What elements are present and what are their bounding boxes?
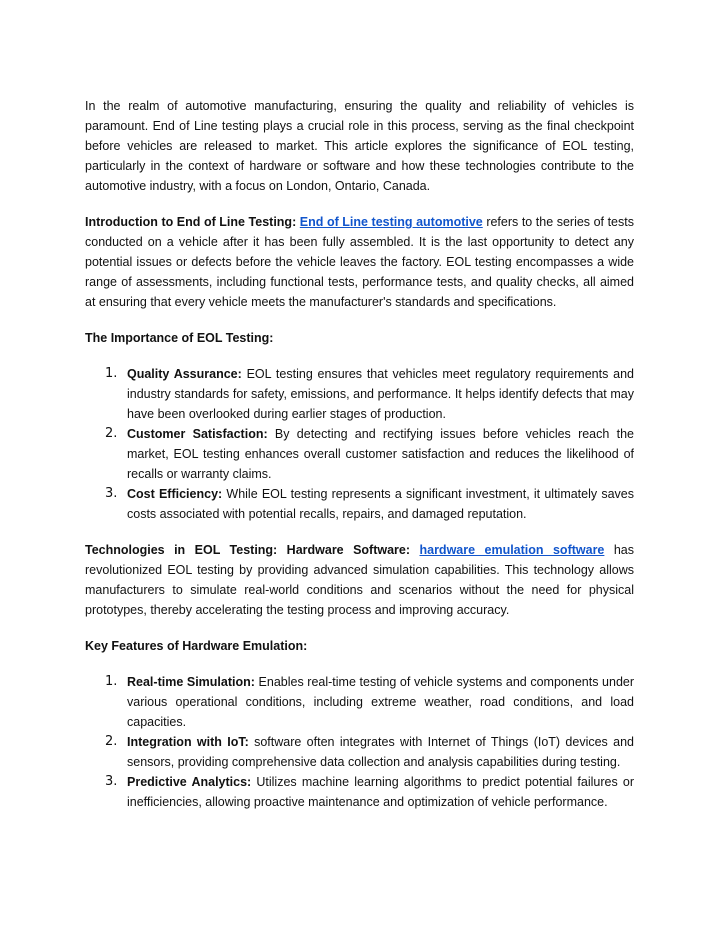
list-item-title: Cost Efficiency: — [127, 487, 223, 501]
introduction-paragraph — [85, 212, 634, 312]
importance-heading: The Importance of EOL Testing: — [85, 331, 274, 345]
list-number: 2. — [105, 734, 118, 749]
list-item-title: Quality Assurance: — [127, 367, 242, 381]
list-item — [85, 732, 634, 772]
list-item — [85, 424, 634, 484]
technologies-body: has revolutionized EOL testing by providing advanced simulation capabilities. This technology allows manufacturers to simulate real-world conditions and scenarios without the need for physical prototypes, thereby accelerating the testing process and improving accuracy. — [85, 543, 634, 617]
list-item-title: Integration with IoT: — [127, 735, 249, 749]
features-heading-paragraph — [85, 636, 634, 656]
list-item — [85, 484, 634, 524]
list-item-title: Real-time Simulation: — [127, 675, 255, 689]
list-item-text: While EOL testing represents a significant investment, it ultimately saves costs associated with potential recalls, repairs, and damaged reputation. — [127, 487, 634, 521]
list-item-title: Predictive Analytics: — [127, 775, 252, 789]
document-page — [85, 96, 634, 812]
features-heading: Key Features of Hardware Emulation: — [85, 639, 308, 653]
list-number: 3. — [105, 774, 118, 789]
list-item-text: By detecting and rectifying issues before vehicles reach the market, EOL testing enhances overall customer satisfaction and reduces the likelihood of recalls or warranty claims. — [127, 427, 634, 481]
hardware-emulation-software-link[interactable]: hardware emulation software — [419, 543, 605, 557]
list-number: 1. — [105, 366, 118, 381]
list-number: 2. — [105, 426, 118, 441]
list-item — [85, 364, 634, 424]
importance-list — [85, 364, 634, 524]
technologies-heading: Technologies in EOL Testing: Hardware Software: — [85, 543, 411, 557]
technologies-paragraph — [85, 540, 634, 620]
intro-paragraph: In the realm of automotive manufacturing, ensuring the quality and reliability of vehicles is paramount. End of Line testing plays a crucial role in this process, serving as the final checkpoint before vehicles are released to market. This article explores the significance of EOL testing, particularly in the context of hardware or software and how these technologies contribute to the automotive industry, with a focus on London, Ontario, Canada. — [85, 99, 634, 193]
list-item — [85, 772, 634, 812]
introduction-heading: Introduction to End of Line Testing: — [85, 215, 297, 229]
introduction-body: refers to the series of tests conducted on a vehicle after it has been fully assembled. It is the last opportunity to detect any potential issues or defects before the vehicle leaves the factory. EOL testing encompasses a wide range of assessments, including functional tests, performance tests, and quality checks, all aimed at ensuring that every vehicle meets the manufacturer's standards and specifications. — [85, 215, 634, 309]
list-number: 3. — [105, 486, 118, 501]
list-item-text: Utilizes machine learning algorithms to predict potential failures or inefficiencies, allowing proactive maintenance and optimization of vehicle performance. — [127, 775, 634, 809]
list-item-text: software often integrates with Internet of Things (IoT) devices and sensors, providing comprehensive data collection and analysis capabilities during testing. — [127, 735, 634, 769]
list-item-text: Enables real-time testing of vehicle systems and components under various operational conditions, including extreme weather, road conditions, and load capacities. — [127, 675, 635, 729]
list-item-text: EOL testing ensures that vehicles meet regulatory requirements and industry standards for safety, emissions, and performance. It helps identify defects that may have been overlooked during earlier stages of production. — [127, 367, 634, 421]
features-list — [85, 672, 634, 812]
list-item-title: Customer Satisfaction: — [127, 427, 268, 441]
list-item — [85, 672, 634, 732]
eol-testing-automotive-link[interactable]: End of Line testing automotive — [299, 215, 483, 229]
importance-heading-paragraph — [85, 328, 634, 348]
list-number: 1. — [105, 674, 118, 689]
